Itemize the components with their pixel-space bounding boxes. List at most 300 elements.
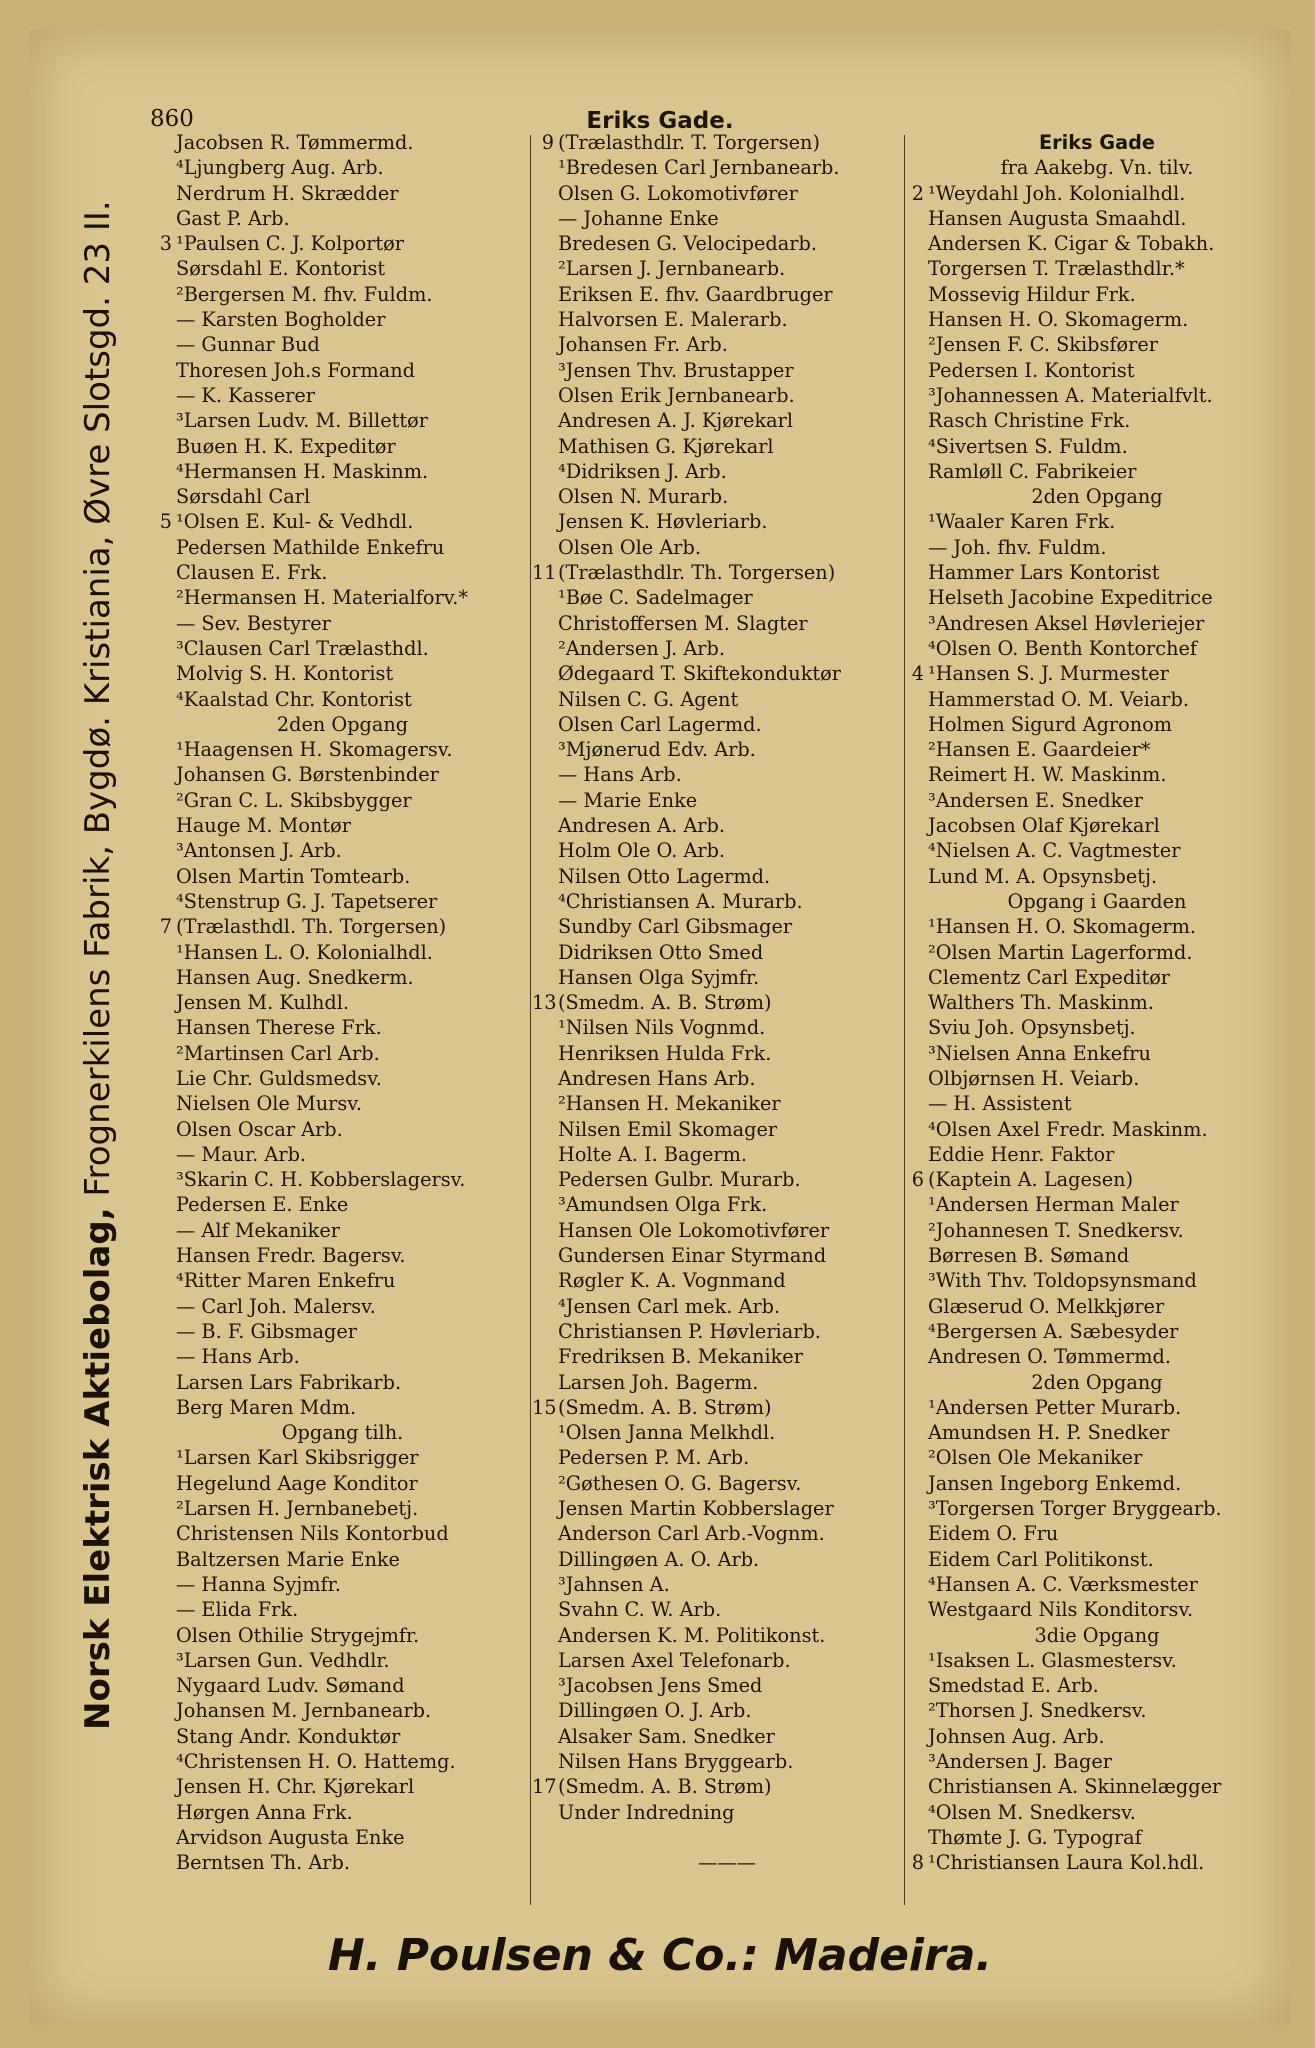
entry-text: Johansen M. Jernbanearb. — [176, 1699, 432, 1723]
entry-text: Clausen E. Frk. — [176, 561, 328, 585]
entry-text: ³Andersen J. Bager — [928, 1750, 1113, 1773]
resident-entry — [532, 889, 922, 914]
resident-entry — [532, 130, 922, 155]
entry-text: ¹Andersen Petter Murarb. — [928, 1395, 1182, 1419]
entry-text: Dillingøen O. J. Arb. — [558, 1699, 752, 1723]
side-ad-company: Norsk Elektrisk Aktiebolag, — [78, 1207, 118, 1730]
entry-text: ¹Bøe C. Sadelmager — [558, 586, 753, 610]
resident-entry — [532, 1319, 922, 1344]
entry-text: Nerdrum H. Skrædder — [176, 181, 399, 205]
stairway-label: 3die Opgang — [1034, 1623, 1160, 1647]
entry-text: ⁴Nielsen A. C. Vagtmester — [928, 839, 1181, 863]
entry-text: — Johanne Enke — [558, 206, 719, 230]
resident-entry — [150, 1268, 535, 1293]
stairway-label: Opgang i Gaarden — [1007, 889, 1187, 913]
entry-text: Bredesen G. Velocipedarb. — [558, 232, 817, 256]
entry-text: Berg Maren Mdm. — [176, 1395, 357, 1419]
resident-entry — [150, 1572, 535, 1597]
resident-entry — [532, 1572, 922, 1597]
entry-text: Lund M. A. Opsynsbetj. — [928, 864, 1158, 888]
entry-text: ³Skarin C. H. Kobberslagersv. — [176, 1168, 466, 1192]
entry-text: ³Johannessen A. Materialfvlt. — [928, 383, 1213, 407]
entry-text: ³Andresen Aksel Høvleriejer — [928, 611, 1205, 635]
entry-text: Olsen Oscar Arb. — [176, 1117, 343, 1141]
resident-entry — [902, 509, 1292, 534]
resident-entry — [532, 661, 922, 686]
entry-text: ³Jacobsen Jens Smed — [558, 1674, 763, 1698]
entry-text: Dillingøen A. O. Arb. — [558, 1547, 760, 1571]
entry-text: Fredriksen B. Mekaniker — [558, 1345, 803, 1369]
resident-entry — [532, 737, 922, 762]
entry-text: Hørgen Anna Frk. — [176, 1800, 353, 1824]
page-header — [30, 78, 1290, 134]
entry-text: Helseth Jacobine Expeditrice — [928, 586, 1213, 610]
entry-text: Pedersen Gulbr. Murarb. — [558, 1168, 801, 1192]
resident-entry — [902, 1800, 1292, 1825]
footer-advertisement: H. Poulsen & Co.: Madeira. — [327, 1930, 993, 1981]
resident-entry — [902, 1850, 1292, 1875]
resident-entry — [532, 358, 922, 383]
entry-text: Holm Ole O. Arb. — [558, 839, 726, 863]
resident-entry — [532, 1268, 922, 1293]
resident-entry — [902, 1344, 1292, 1369]
resident-entry — [902, 358, 1292, 383]
resident-entry — [902, 1698, 1292, 1723]
entry-text: Røgler K. A. Vognmand — [558, 1269, 786, 1293]
entry-text: Ramløll C. Fabrikeier — [928, 459, 1137, 483]
entry-text: ²Larsen H. Jernbanebetj. — [176, 1497, 419, 1521]
stairway-label: 2den Opgang — [276, 712, 409, 736]
resident-entry — [902, 383, 1292, 408]
resident-entry — [150, 434, 535, 459]
resident-entry — [150, 788, 535, 813]
resident-entry — [532, 1547, 922, 1572]
resident-entry — [150, 1800, 535, 1825]
resident-entry — [150, 1673, 535, 1698]
entry-text: ³Jensen Thv. Brustapper — [558, 358, 794, 382]
resident-entry — [150, 332, 535, 357]
entry-text: — Karsten Bogholder — [176, 308, 386, 332]
entry-text: ⁴Jensen Carl mek. Arb. — [558, 1294, 781, 1318]
resident-entry — [532, 1066, 922, 1091]
entry-text: ²Johannesen T. Snedkersv. — [928, 1218, 1184, 1242]
entry-text: Johansen Fr. Arb. — [558, 333, 728, 357]
resident-entry — [150, 1167, 535, 1192]
entry-text: Johansen G. Børstenbinder — [176, 763, 439, 787]
resident-entry — [532, 1623, 922, 1648]
entry-text: Sundby Carl Gibsmager — [558, 915, 793, 939]
resident-entry — [532, 307, 922, 332]
resident-entry — [150, 687, 535, 712]
entry-text: — K. Kasserer — [176, 383, 316, 407]
resident-entry — [150, 965, 535, 990]
resident-entry — [902, 408, 1292, 433]
entry-text: ⁴Sivertsen S. Fuldm. — [928, 434, 1128, 458]
entry-text: ¹Isaksen L. Glasmestersv. — [928, 1648, 1177, 1672]
resident-entry — [902, 636, 1292, 661]
resident-entry — [150, 585, 535, 610]
entry-text: Halvorsen E. Malerarb. — [558, 308, 788, 332]
entry-text: Olsen G. Lokomotivfører — [558, 181, 798, 205]
resident-entry — [902, 459, 1292, 484]
entry-text: Jacobsen Olaf Kjørekarl — [928, 814, 1160, 838]
entry-text: ³Amundsen Olga Frk. — [558, 1193, 768, 1217]
entry-text: — Hans Arb. — [176, 1345, 300, 1369]
resident-entry — [150, 1091, 535, 1116]
resident-entry — [902, 1041, 1292, 1066]
page-heading: Eriks Gade. — [586, 108, 734, 134]
entry-text: ²Thorsen J. Snedkersv. — [928, 1699, 1147, 1723]
entry-text: Jacobsen R. Tømmermd. — [176, 131, 414, 154]
entry-text: ⁴Olsen O. Benth Kontorchef — [928, 636, 1198, 660]
end-divider: ——— — [698, 1851, 756, 1875]
entry-text: ²Olsen Martin Lagerformd. — [928, 940, 1193, 964]
entry-text: ¹Christiansen Laura Kol.hdl. — [928, 1851, 1205, 1875]
entry-text: Gast P. Arb. — [176, 206, 290, 230]
resident-entry — [532, 256, 922, 281]
side-ad-address: Frognerkilens Fabrik, Bygdø. Kristiania, Øvre Slotsgd. 23 II. — [78, 200, 118, 1208]
entry-text: Nygaard Ludv. Sømand — [176, 1674, 405, 1698]
resident-entry — [532, 636, 922, 661]
entry-text: Olsen Erik Jernbanearb. — [558, 383, 795, 407]
resident-entry — [150, 1294, 535, 1319]
resident-entry — [532, 585, 922, 610]
entry-text: — Alf Mekaniker — [176, 1218, 340, 1242]
entry-text: Clementz Carl Expeditør — [928, 965, 1171, 989]
entry-text: Hammerstad O. M. Veiarb. — [928, 687, 1189, 711]
resident-entry — [532, 484, 922, 509]
resident-entry — [150, 282, 535, 307]
entry-text: Under Indredning — [558, 1800, 735, 1824]
entry-text: Pedersen P. M. Arb. — [558, 1446, 750, 1470]
entry-text: — Gunnar Bud — [176, 333, 320, 357]
resident-entry — [902, 737, 1292, 762]
entry-text: Hansen Ole Lokomotivfører — [558, 1218, 830, 1242]
resident-entry — [532, 560, 922, 585]
resident-entry — [532, 332, 922, 357]
resident-entry — [532, 1041, 922, 1066]
resident-entry — [902, 332, 1292, 357]
resident-entry — [150, 813, 535, 838]
entry-text: ²Hermansen H. Materialforv.* — [176, 586, 469, 610]
entry-text: ³Nielsen Anna Enkefru — [928, 1041, 1151, 1065]
resident-entry — [902, 661, 1292, 686]
entry-text: ²Gran C. L. Skibsbygger — [176, 788, 412, 812]
entry-text: Jensen K. Høvleriarb. — [558, 510, 768, 534]
resident-entry — [532, 1774, 922, 1799]
resident-entry — [902, 1167, 1292, 1192]
entry-text: Hauge M. Montør — [176, 814, 351, 838]
resident-entry — [902, 838, 1292, 863]
entry-text: Olsen N. Murarb. — [558, 485, 729, 509]
resident-entry — [532, 940, 922, 965]
entry-text: Thoresen Joh.s Formand — [176, 358, 415, 382]
resident-entry — [902, 965, 1292, 990]
entry-text: Andersen K. Cigar & Tobakh. — [928, 232, 1215, 256]
resident-entry — [150, 535, 535, 560]
entry-text: Larsen Joh. Bagerm. — [558, 1370, 759, 1394]
entry-text: ³With Thv. Toldopsynsmand — [928, 1269, 1197, 1293]
entry-text: Henriksen Hulda Frk. — [558, 1041, 772, 1065]
resident-entry — [150, 1015, 535, 1040]
resident-entry — [150, 1496, 535, 1521]
house-number: 2 — [911, 181, 924, 205]
resident-entry — [150, 1243, 535, 1268]
entry-text: Andresen A. Arb. — [558, 814, 725, 838]
entry-text: ³Larsen Ludv. M. Billettør — [176, 409, 428, 433]
column-2 — [532, 130, 922, 1910]
resident-entry — [150, 1597, 535, 1622]
resident-entry — [902, 1091, 1292, 1116]
entry-text: Eidem O. Fru — [928, 1522, 1059, 1546]
resident-entry — [532, 838, 922, 863]
entry-text: ¹Hansen L. O. Kolonialhdl. — [176, 940, 433, 964]
resident-entry — [532, 459, 922, 484]
resident-entry — [150, 1142, 535, 1167]
resident-entry — [532, 1142, 922, 1167]
house-number: 4 — [911, 662, 924, 686]
resident-entry — [902, 1496, 1292, 1521]
resident-entry — [150, 1749, 535, 1774]
entry-text: (Smedm. A. B. Strøm) — [558, 991, 772, 1015]
entry-text: — Marie Enke — [558, 788, 698, 812]
resident-entry — [902, 231, 1292, 256]
resident-entry — [532, 231, 922, 256]
resident-entry — [532, 687, 922, 712]
resident-entry — [902, 1319, 1292, 1344]
resident-entry — [902, 762, 1292, 787]
entry-text: ³Larsen Gun. Vedhdlr. — [176, 1648, 390, 1672]
resident-entry — [532, 1218, 922, 1243]
resident-entry — [902, 1774, 1292, 1799]
resident-entry — [532, 535, 922, 560]
entry-text: Pedersen I. Kontorist — [928, 358, 1135, 382]
entry-text: Larsen Lars Fabrikarb. — [176, 1370, 402, 1394]
resident-entry — [532, 155, 922, 180]
resident-entry — [150, 358, 535, 383]
entry-text: Mathisen G. Kjørekarl — [558, 434, 774, 458]
resident-entry — [902, 560, 1292, 585]
resident-entry — [150, 1445, 535, 1470]
resident-entry — [150, 231, 535, 256]
resident-entry — [150, 1623, 535, 1648]
entry-text: ²Martinsen Carl Arb. — [176, 1041, 380, 1065]
entry-text: Olbjørnsen H. Veiarb. — [928, 1066, 1140, 1090]
entry-text: — Carl Joh. Malersv. — [176, 1294, 376, 1318]
entry-text: Olsen Othilie Strygejmfr. — [176, 1623, 420, 1647]
resident-entry — [532, 1370, 922, 1395]
resident-entry — [532, 509, 922, 534]
house-number: 8 — [911, 1851, 924, 1875]
resident-entry — [902, 535, 1292, 560]
entry-text: Hansen H. O. Skomagerm. — [928, 308, 1189, 332]
entry-text: ¹Weydahl Joh. Kolonialhdl. — [928, 181, 1186, 205]
resident-entry — [902, 307, 1292, 332]
resident-entry — [902, 1395, 1292, 1420]
house-number: 13 — [532, 991, 557, 1015]
entry-text: ³Jahnsen A. — [558, 1572, 670, 1596]
entry-text: Pedersen Mathilde Enkefru — [176, 535, 445, 559]
resident-entry — [902, 914, 1292, 939]
resident-entry — [150, 762, 535, 787]
resident-entry — [902, 1648, 1292, 1673]
house-number: 6 — [911, 1168, 924, 1192]
resident-entry — [532, 1698, 922, 1723]
resident-entry — [150, 383, 535, 408]
resident-entry — [902, 1218, 1292, 1243]
entry-text: Johnsen Aug. Arb. — [928, 1724, 1105, 1748]
resident-entry — [532, 1294, 922, 1319]
entry-text: Mossevig Hildur Frk. — [928, 282, 1136, 306]
entry-text: ¹Paulsen C. J. Kolportør — [176, 232, 404, 256]
resident-entry — [150, 1850, 535, 1875]
entry-text: Olsen Ole Arb. — [558, 535, 701, 559]
resident-entry — [902, 206, 1292, 231]
stairway-label: 2den Opgang — [1031, 1370, 1163, 1394]
entry-text: Jensen H. Chr. Kjørekarl — [176, 1775, 415, 1799]
entry-text: Svahn C. W. Arb. — [558, 1598, 722, 1622]
resident-entry — [532, 1471, 922, 1496]
resident-entry — [150, 1547, 535, 1572]
resident-entry — [150, 1698, 535, 1723]
entry-text: Nielsen Ole Mursv. — [176, 1092, 362, 1116]
entry-text: ⁴Hansen A. C. Værksmester — [928, 1572, 1198, 1596]
resident-entry — [150, 636, 535, 661]
resident-entry — [532, 181, 922, 206]
entry-text: Hansen Olga Syjmfr. — [558, 965, 760, 989]
entry-text: Andersen K. M. Politikonst. — [558, 1623, 826, 1647]
resident-entry — [902, 1192, 1292, 1217]
entry-text: — Hans Arb. — [558, 763, 682, 787]
entry-text: Hansen Augusta Smaahdl. — [928, 206, 1187, 230]
entry-text: (Smedm. A. B. Strøm) — [558, 1775, 772, 1799]
entry-text: Hansen Therese Frk. — [176, 1016, 382, 1040]
entry-text: Olsen Carl Lagermd. — [558, 712, 762, 736]
house-number: 11 — [532, 561, 557, 585]
entry-text: Christiansen P. Høvleriarb. — [558, 1319, 821, 1343]
entry-text: (Trælasthdlr. T. Torgersen) — [558, 131, 820, 154]
entry-text: ⁴Kaalstad Chr. Kontorist — [176, 687, 412, 711]
entry-text: Thømte J. G. Typograf — [928, 1825, 1142, 1849]
resident-entry — [532, 1167, 922, 1192]
entry-text: ¹Nilsen Nils Vognmd. — [558, 1016, 766, 1040]
entry-text: ³Mjønerud Edv. Arb. — [558, 738, 756, 762]
entry-text: Christiansen A. Skinnelægger — [928, 1775, 1222, 1799]
side-advertisement — [78, 170, 118, 1730]
resident-entry — [150, 990, 535, 1015]
resident-entry — [150, 1066, 535, 1091]
resident-entry — [150, 1521, 535, 1546]
entry-text: Jensen M. Kulhdl. — [176, 991, 350, 1015]
resident-entry — [902, 1521, 1292, 1546]
resident-entry — [532, 1496, 922, 1521]
resident-entry — [902, 1749, 1292, 1774]
resident-entry — [532, 408, 922, 433]
entry-text: ⁴Bergersen A. Sæbesyder — [928, 1319, 1179, 1343]
resident-entry — [150, 1471, 535, 1496]
resident-entry — [902, 1268, 1292, 1293]
entry-text: Sørsdahl E. Kontorist — [176, 257, 386, 281]
resident-entry — [150, 509, 535, 534]
entry-text: Nilsen Otto Lagermd. — [558, 864, 771, 888]
entry-text: ³Antonsen J. Arb. — [176, 839, 342, 863]
resident-entry — [902, 1243, 1292, 1268]
entry-text: Børresen B. Sømand — [928, 1244, 1130, 1268]
house-number: 3 — [159, 232, 172, 256]
resident-entry — [150, 1774, 535, 1799]
entry-text: Berntsen Th. Arb. — [176, 1851, 350, 1875]
entry-text: ²Bergersen M. fhv. Fuldm. — [176, 282, 433, 306]
resident-entry — [150, 737, 535, 762]
entry-text: ⁴Hermansen H. Maskinm. — [176, 459, 429, 483]
entry-text: Pedersen E. Enke — [176, 1193, 349, 1217]
entry-text: ²Larsen J. Jernbanearb. — [558, 257, 786, 281]
entry-text: ⁴Ritter Maren Enkefru — [176, 1269, 396, 1293]
entry-text: Didriksen Otto Smed — [558, 940, 764, 964]
house-number: 17 — [532, 1775, 557, 1799]
resident-entry — [532, 1395, 922, 1420]
resident-entry — [532, 206, 922, 231]
entry-text: ⁴Christiansen A. Murarb. — [558, 889, 803, 913]
entry-text: ⁴Stenstrup G. J. Tapetserer — [176, 889, 438, 913]
resident-entry — [532, 434, 922, 459]
entry-text: ²Andersen J. Arb. — [558, 636, 725, 660]
entry-text: Christensen Nils Kontorbud — [176, 1522, 449, 1546]
resident-entry — [532, 1420, 922, 1445]
entry-text: Ødegaard T. Skiftekonduktør — [558, 662, 841, 686]
resident-entry — [532, 712, 922, 737]
resident-entry — [902, 1547, 1292, 1572]
resident-entry — [532, 965, 922, 990]
entry-text: (Trælasthdlr. Th. Torgersen) — [558, 561, 836, 585]
resident-entry — [532, 762, 922, 787]
entry-text: Alsaker Sam. Snedker — [558, 1724, 775, 1748]
stairway-label: Opgang tilh. — [281, 1421, 404, 1445]
entry-text: Walthers Th. Maskinm. — [928, 991, 1154, 1015]
resident-entry — [532, 1015, 922, 1040]
entry-text: Hammer Lars Kontorist — [928, 561, 1160, 585]
resident-entry — [902, 1597, 1292, 1622]
resident-entry — [532, 1800, 922, 1825]
resident-entry — [902, 1066, 1292, 1091]
resident-entry — [902, 1117, 1292, 1142]
entry-text: Eriksen E. fhv. Gaardbruger — [558, 282, 833, 306]
resident-entry — [902, 1825, 1292, 1850]
resident-entry — [150, 889, 535, 914]
entry-text: Andresen O. Tømmermd. — [928, 1345, 1172, 1369]
resident-entry — [150, 206, 535, 231]
resident-entry — [902, 585, 1292, 610]
entry-text: Smedstad E. Arb. — [928, 1674, 1099, 1698]
resident-entry — [150, 864, 535, 889]
entry-text: ²Olsen Ole Mekaniker — [928, 1446, 1143, 1470]
entry-text: — H. Assistent — [928, 1092, 1072, 1116]
resident-entry — [902, 864, 1292, 889]
resident-entry — [532, 1749, 922, 1774]
resident-entry — [532, 282, 922, 307]
resident-entry — [902, 788, 1292, 813]
entry-text: — Sev. Bestyrer — [176, 611, 331, 635]
resident-entry — [902, 940, 1292, 965]
resident-entry — [150, 256, 535, 281]
entry-text: Sørsdahl Carl — [176, 485, 311, 509]
entry-text: Glæserud O. Melkkjører — [928, 1294, 1165, 1318]
entry-text: ³Torgersen Torger Bryggearb. — [928, 1497, 1222, 1521]
entry-text: Westgaard Nils Konditorsv. — [928, 1598, 1194, 1622]
column-1 — [150, 130, 535, 1910]
entry-text: Rasch Christine Frk. — [928, 409, 1131, 433]
resident-entry — [532, 383, 922, 408]
